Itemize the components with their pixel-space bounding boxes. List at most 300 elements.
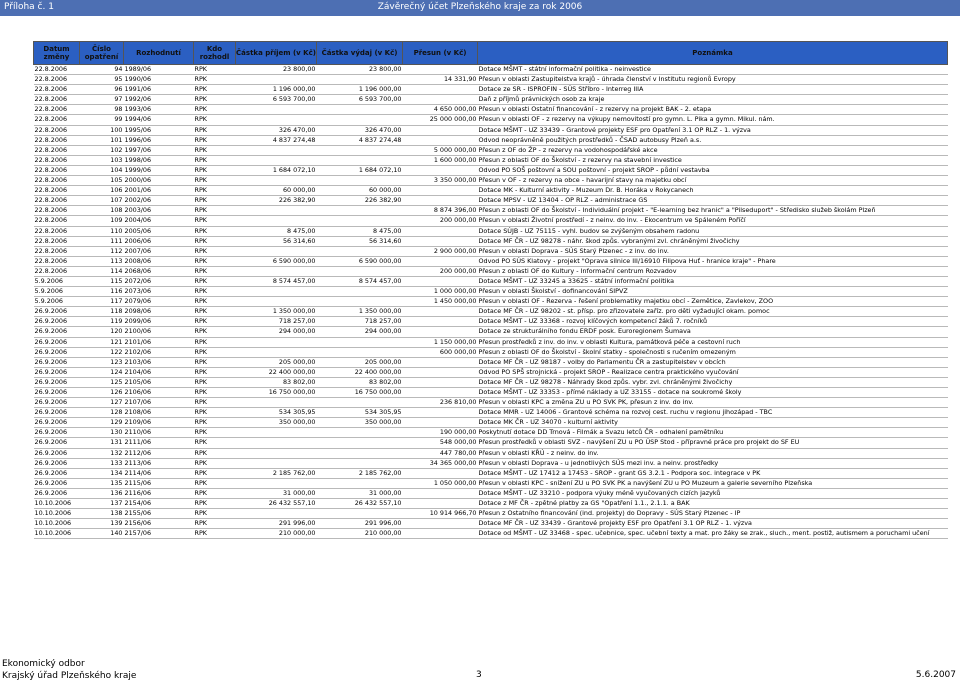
- row-note: Přesun v oblasti Doprava - SÚS Starý Plzenec - z inv. do inv.: [478, 246, 948, 256]
- row-expense: 6 590 000,00: [317, 256, 403, 266]
- row-decided-by: RPK: [194, 226, 236, 236]
- row-transfer: 200 000,00: [403, 266, 478, 276]
- row-decided-by: RPK: [194, 256, 236, 266]
- row-transfer: [403, 135, 478, 145]
- table-row: [34, 377, 948, 387]
- row-decided-by: RPK: [194, 95, 236, 105]
- row-income: 210 000,00: [236, 529, 317, 539]
- row-decision: 2157/06: [124, 529, 194, 539]
- row-decision: 2105/06: [124, 377, 194, 387]
- row-expense: [317, 115, 403, 125]
- row-transfer: [403, 65, 478, 75]
- row-measure-number: 103: [80, 155, 124, 165]
- col-expense: Částka výdaj (v Kč): [317, 42, 403, 65]
- table-row: [34, 438, 948, 448]
- row-decision: 2116/06: [124, 488, 194, 498]
- document-header: [0, 0, 960, 16]
- row-income: 534 305,95: [236, 408, 317, 418]
- row-decision: 2109/06: [124, 418, 194, 428]
- row-decision: 2101/06: [124, 337, 194, 347]
- table-row: [34, 266, 948, 276]
- table-row: [34, 176, 948, 186]
- row-decision: 2102/06: [124, 347, 194, 357]
- row-decision: 1997/06: [124, 145, 194, 155]
- row-measure-number: 138: [80, 509, 124, 519]
- row-income: [236, 75, 317, 85]
- row-note: Dotace z MF ČR - zpětné platby za GS "Opatření 1.1., 2.1.1. a BAK: [478, 499, 948, 509]
- row-expense: [317, 337, 403, 347]
- row-transfer: [403, 236, 478, 246]
- row-transfer: [403, 367, 478, 377]
- table-row: [34, 85, 948, 95]
- row-decision: 2104/06: [124, 367, 194, 377]
- row-date: 10.10.2006: [34, 509, 80, 519]
- row-decided-by: RPK: [194, 276, 236, 286]
- row-measure-number: 124: [80, 367, 124, 377]
- row-decided-by: RPK: [194, 307, 236, 317]
- budget-changes-table: [33, 41, 948, 539]
- row-note: Dotace MPSV - UZ 13404 - OP RLZ - administrace GS: [478, 196, 948, 206]
- row-measure-number: 118: [80, 307, 124, 317]
- row-income: 16 750 000,00: [236, 388, 317, 398]
- table-row: [34, 236, 948, 246]
- table-row: [34, 196, 948, 206]
- row-decided-by: RPK: [194, 317, 236, 327]
- table-row: [34, 206, 948, 216]
- row-note: Dotace MŠMT - UZ 33439 - Grantové projekty ESF pro Opatření 3.1 OP RLZ - 1. výzva: [478, 125, 948, 135]
- row-income: 718 257,00: [236, 317, 317, 327]
- row-decision: 2113/06: [124, 458, 194, 468]
- footer-department: Ekonomický odbor: [2, 659, 85, 669]
- row-income: [236, 155, 317, 165]
- row-note: Přesun v oblasti Zastupitelstva krajů - úhrada členství v Institutu regionů Evropy: [478, 75, 948, 85]
- row-expense: 83 802,00: [317, 377, 403, 387]
- table-row: [34, 478, 948, 488]
- row-measure-number: 108: [80, 206, 124, 216]
- row-decided-by: RPK: [194, 65, 236, 75]
- row-expense: [317, 458, 403, 468]
- row-transfer: [403, 488, 478, 498]
- row-decided-by: RPK: [194, 408, 236, 418]
- row-decision: 2004/06: [124, 216, 194, 226]
- row-transfer: 4 650 000,00: [403, 105, 478, 115]
- row-date: 26.9.2006: [34, 438, 80, 448]
- row-note: Přesun z Ostatního financování (ind. projekty) do Dopravy - SÚS Starý Plzenec - IP: [478, 509, 948, 519]
- row-note: Dotace MF ČR - UZ 33439 - Grantové projekty ESF pro Opatření 3.1 OP RLZ - 1. výzva: [478, 519, 948, 529]
- row-note: Přesun v oblasti OF - Rezerva - řešení problematiky majetku obcí - Zemětice, Zavlekov, ZOO: [478, 297, 948, 307]
- table-row: [34, 388, 948, 398]
- row-decided-by: RPK: [194, 327, 236, 337]
- row-income: [236, 337, 317, 347]
- row-transfer: 447 780,00: [403, 448, 478, 458]
- table-row: [34, 519, 948, 529]
- row-note: Přesun prostředků v oblasti SVZ - navýšení ZU u PO ÚSP Stod - přípravné práce pro projekt do SF EU: [478, 438, 948, 448]
- row-date: 26.9.2006: [34, 367, 80, 377]
- row-date: 10.10.2006: [34, 499, 80, 509]
- table-row: [34, 256, 948, 266]
- row-note: Dotace SÚJB - UZ 75115 - vyhl. budov se zvýšeným obsahem radonu: [478, 226, 948, 236]
- row-measure-number: 110: [80, 226, 124, 236]
- row-income: [236, 478, 317, 488]
- row-measure-number: 96: [80, 85, 124, 95]
- row-income: 6 590 000,00: [236, 256, 317, 266]
- table-row: [34, 357, 948, 367]
- table-row: [34, 317, 948, 327]
- row-note: Dotace MF ČR - UZ 98187 - volby do Parlamentu ČR a zastupitelstev v obcích: [478, 357, 948, 367]
- row-income: [236, 206, 317, 216]
- row-decided-by: RPK: [194, 468, 236, 478]
- row-measure-number: 133: [80, 458, 124, 468]
- row-transfer: 1 450 000,00: [403, 297, 478, 307]
- row-income: [236, 398, 317, 408]
- document-title: Závěrečný účet Plzeňského kraje za rok 2006: [377, 2, 583, 12]
- row-decision: 2005/06: [124, 226, 194, 236]
- row-note: Dotace MŠMT - UZ 33368 - rozvoj klíčových kompetencí žáků 7. ročníků: [478, 317, 948, 327]
- row-date: 22.8.2006: [34, 115, 80, 125]
- row-income: [236, 458, 317, 468]
- row-date: 22.8.2006: [34, 145, 80, 155]
- row-expense: [317, 347, 403, 357]
- row-measure-number: 123: [80, 357, 124, 367]
- row-measure-number: 113: [80, 256, 124, 266]
- row-measure-number: 134: [80, 468, 124, 478]
- row-note: Přesun z oblasti OF do Školství - Individuální projekt - "E-learning bez hranic" a "Pilseduport" - Středisko služeb školám Plzeň: [478, 206, 948, 216]
- row-expense: [317, 145, 403, 155]
- row-decision: 2155/06: [124, 509, 194, 519]
- row-transfer: [403, 276, 478, 286]
- row-decision: 2103/06: [124, 357, 194, 367]
- table-row: [34, 327, 948, 337]
- row-decision: 2115/06: [124, 478, 194, 488]
- row-income: 1 350 000,00: [236, 307, 317, 317]
- row-transfer: [403, 377, 478, 387]
- row-decision: 1998/06: [124, 155, 194, 165]
- table-row: [34, 529, 948, 539]
- row-measure-number: 129: [80, 418, 124, 428]
- row-measure-number: 139: [80, 519, 124, 529]
- row-income: 6 593 700,00: [236, 95, 317, 105]
- row-expense: [317, 206, 403, 216]
- row-income: [236, 509, 317, 519]
- row-transfer: [403, 95, 478, 105]
- row-measure-number: 109: [80, 216, 124, 226]
- table-row: [34, 125, 948, 135]
- row-measure-number: 106: [80, 186, 124, 196]
- table-row: [34, 276, 948, 286]
- row-note: Odvod PO SÚS Klatovy - projekt "Oprava silnice III/16910 Filipova Huť - hranice kraje" - Phare: [478, 256, 948, 266]
- row-note: Dotace ze SR - ISPROFIN - SÚS Stříbro - Interreg IIIA: [478, 85, 948, 95]
- row-decided-by: RPK: [194, 488, 236, 498]
- row-transfer: 548 000,00: [403, 438, 478, 448]
- row-note: Daň z příjmů právnických osob za kraje: [478, 95, 948, 105]
- row-date: 26.9.2006: [34, 347, 80, 357]
- row-expense: 1 350 000,00: [317, 307, 403, 317]
- row-measure-number: 132: [80, 448, 124, 458]
- row-income: [236, 115, 317, 125]
- row-income: [236, 266, 317, 276]
- row-measure-number: 125: [80, 377, 124, 387]
- row-income: 2 185 762,00: [236, 468, 317, 478]
- row-transfer: [403, 186, 478, 196]
- row-date: 10.10.2006: [34, 519, 80, 529]
- row-transfer: [403, 85, 478, 95]
- row-decided-by: RPK: [194, 75, 236, 85]
- row-decided-by: RPK: [194, 176, 236, 186]
- row-expense: 22 400 000,00: [317, 367, 403, 377]
- row-date: 26.9.2006: [34, 398, 80, 408]
- row-date: 22.8.2006: [34, 216, 80, 226]
- row-transfer: 8 874 396,00: [403, 206, 478, 216]
- row-income: [236, 287, 317, 297]
- row-note: Dotace od MŠMT - UZ 33468 - spec. učebnice, spec. učební texty a mat. pro žáky se zrak., sluch., ment. postiž, autismem a poruchami učení: [478, 529, 948, 539]
- row-note: Přesun v oblasti KŘÚ - z neinv. do inv.: [478, 448, 948, 458]
- row-measure-number: 105: [80, 176, 124, 186]
- row-income: [236, 297, 317, 307]
- row-transfer: 34 365 000,00: [403, 458, 478, 468]
- row-income: 60 000,00: [236, 186, 317, 196]
- row-decision: 2003/06: [124, 206, 194, 216]
- row-transfer: 5 000 000,00: [403, 145, 478, 155]
- row-measure-number: 130: [80, 428, 124, 438]
- row-transfer: 1 050 000,00: [403, 478, 478, 488]
- row-measure-number: 126: [80, 388, 124, 398]
- row-measure-number: 122: [80, 347, 124, 357]
- row-expense: 56 314,60: [317, 236, 403, 246]
- row-date: 22.8.2006: [34, 186, 80, 196]
- row-expense: 534 305,95: [317, 408, 403, 418]
- table-row: [34, 367, 948, 377]
- row-measure-number: 140: [80, 529, 124, 539]
- page-number: 3: [476, 670, 482, 680]
- row-expense: [317, 478, 403, 488]
- row-note: Dotace MŠMT - UZ 33210 - podpora výuky méně vyučovaných cizích jazyků: [478, 488, 948, 498]
- col-decided-by: Kdo rozhodl: [194, 42, 236, 65]
- table-row: [34, 75, 948, 85]
- row-expense: 31 000,00: [317, 488, 403, 498]
- row-date: 5.9.2006: [34, 297, 80, 307]
- row-decided-by: RPK: [194, 135, 236, 145]
- row-expense: 294 000,00: [317, 327, 403, 337]
- row-date: 26.9.2006: [34, 428, 80, 438]
- table-row: [34, 468, 948, 478]
- row-expense: 8 574 457,00: [317, 276, 403, 286]
- table-row: [34, 337, 948, 347]
- row-transfer: [403, 499, 478, 509]
- row-expense: 226 382,90: [317, 196, 403, 206]
- row-note: Odvod neoprávněně použitých prostředků - ČSAD autobusy Plzeň a.s.: [478, 135, 948, 145]
- row-income: [236, 145, 317, 155]
- row-measure-number: 95: [80, 75, 124, 85]
- row-decision: 2006/06: [124, 236, 194, 246]
- row-income: 294 000,00: [236, 327, 317, 337]
- row-expense: [317, 266, 403, 276]
- row-note: Dotace MF ČR - UZ 98202 - st. přísp. pro zřizovatele zaříz. pro děti vyžadující okam. pomoc: [478, 307, 948, 317]
- table-row: [34, 509, 948, 519]
- table-row: [34, 95, 948, 105]
- row-transfer: 25 000 000,00: [403, 115, 478, 125]
- row-income: 205 000,00: [236, 357, 317, 367]
- row-transfer: [403, 165, 478, 175]
- row-decided-by: RPK: [194, 458, 236, 468]
- row-expense: 4 837 274,48: [317, 135, 403, 145]
- row-decision: 2073/06: [124, 287, 194, 297]
- row-decision: 1995/06: [124, 125, 194, 135]
- row-note: Přesun v oblasti Doprava - u jednotlivých SÚS mezi inv. a neinv. prostředky: [478, 458, 948, 468]
- table-row: [34, 216, 948, 226]
- row-transfer: 200 000,00: [403, 216, 478, 226]
- row-income: 1 684 072,10: [236, 165, 317, 175]
- row-income: 56 314,60: [236, 236, 317, 246]
- row-decision: 2072/06: [124, 276, 194, 286]
- row-decision: 2099/06: [124, 317, 194, 327]
- row-measure-number: 98: [80, 105, 124, 115]
- row-decision: 2079/06: [124, 297, 194, 307]
- col-transfer: Přesun (v Kč): [403, 42, 478, 65]
- row-decision: 1993/06: [124, 105, 194, 115]
- row-decision: 1996/06: [124, 135, 194, 145]
- row-expense: [317, 509, 403, 519]
- table-row: [34, 499, 948, 509]
- row-decided-by: RPK: [194, 125, 236, 135]
- row-transfer: 2 900 000,00: [403, 246, 478, 256]
- row-note: Dotace MŠMT - státní informační politika - neinvestice: [478, 65, 948, 75]
- row-note: Odvod PO SPŠ strojnická - projekt SROP - Realizace centra praktického vyučování: [478, 367, 948, 377]
- table-row: [34, 448, 948, 458]
- table-row: [34, 226, 948, 236]
- row-income: 31 000,00: [236, 488, 317, 498]
- row-measure-number: 99: [80, 115, 124, 125]
- table-row: [34, 135, 948, 145]
- row-measure-number: 135: [80, 478, 124, 488]
- row-measure-number: 101: [80, 135, 124, 145]
- row-expense: [317, 398, 403, 408]
- row-decided-by: RPK: [194, 428, 236, 438]
- row-expense: [317, 287, 403, 297]
- row-decision: 2002/06: [124, 196, 194, 206]
- row-date: 22.8.2006: [34, 65, 80, 75]
- row-note: Přesun v oblasti OF - z rezervy na výkupy nemovitostí pro gymn. L. Pika a gymn. Mikul. nám.: [478, 115, 948, 125]
- row-measure-number: 127: [80, 398, 124, 408]
- row-decided-by: RPK: [194, 438, 236, 448]
- row-measure-number: 137: [80, 499, 124, 509]
- row-transfer: 190 000,00: [403, 428, 478, 438]
- row-date: 22.8.2006: [34, 85, 80, 95]
- row-decision: 2111/06: [124, 438, 194, 448]
- row-measure-number: 131: [80, 438, 124, 448]
- row-note: Přesun prostředků z inv. do inv. v oblasti Kultura, památková péče a cestovní ruch: [478, 337, 948, 347]
- row-transfer: [403, 226, 478, 236]
- row-decision: 1994/06: [124, 115, 194, 125]
- attachment-label: Příloha č. 1: [4, 2, 54, 12]
- row-decided-by: RPK: [194, 287, 236, 297]
- row-transfer: [403, 256, 478, 266]
- col-note: Poznámka: [478, 42, 948, 65]
- row-decided-by: RPK: [194, 105, 236, 115]
- row-expense: 60 000,00: [317, 186, 403, 196]
- table-row: [34, 458, 948, 468]
- col-date: Datum změny: [34, 42, 80, 65]
- row-measure-number: 119: [80, 317, 124, 327]
- row-decided-by: RPK: [194, 499, 236, 509]
- row-measure-number: 117: [80, 297, 124, 307]
- row-measure-number: 120: [80, 327, 124, 337]
- row-transfer: [403, 519, 478, 529]
- row-transfer: [403, 408, 478, 418]
- row-measure-number: 114: [80, 266, 124, 276]
- row-expense: 1 684 072,10: [317, 165, 403, 175]
- row-expense: 8 475,00: [317, 226, 403, 236]
- row-expense: 23 800,00: [317, 65, 403, 75]
- row-decided-by: RPK: [194, 388, 236, 398]
- row-decided-by: RPK: [194, 216, 236, 226]
- row-decided-by: RPK: [194, 367, 236, 377]
- row-income: [236, 448, 317, 458]
- table-row: [34, 145, 948, 155]
- row-measure-number: 128: [80, 408, 124, 418]
- table-row: [34, 115, 948, 125]
- row-transfer: 600 000,00: [403, 347, 478, 357]
- row-income: 26 432 557,10: [236, 499, 317, 509]
- row-note: Přesun v OF - z rezervy na obce - havarijní stavy na majetku obcí: [478, 176, 948, 186]
- row-note: Přesun v oblasti KPC - snížení ZU u PO SVK PK a navýšení ZU u PO Muzeum a galerie severního Plzeňska: [478, 478, 948, 488]
- row-decision: 2112/06: [124, 448, 194, 458]
- row-note: Dotace MF ČR - UZ 98278 - náhr. škod způs. vybranými zvl. chráněnými živočichy: [478, 236, 948, 246]
- row-decision: 2108/06: [124, 408, 194, 418]
- row-measure-number: 94: [80, 65, 124, 75]
- row-measure-number: 112: [80, 246, 124, 256]
- table-row: [34, 246, 948, 256]
- row-date: 26.9.2006: [34, 478, 80, 488]
- row-expense: 1 196 000,00: [317, 85, 403, 95]
- row-expense: [317, 105, 403, 115]
- row-date: 26.9.2006: [34, 317, 80, 327]
- row-expense: [317, 75, 403, 85]
- row-date: 26.9.2006: [34, 307, 80, 317]
- row-expense: 26 432 557,10: [317, 499, 403, 509]
- row-income: 350 000,00: [236, 418, 317, 428]
- row-transfer: 14 331,90: [403, 75, 478, 85]
- row-decided-by: RPK: [194, 165, 236, 175]
- row-decided-by: RPK: [194, 337, 236, 347]
- row-note: Odvod PO SOŠ poštovní a SOU poštovní - projekt SROP - půdní vestavba: [478, 165, 948, 175]
- row-expense: 210 000,00: [317, 529, 403, 539]
- row-decided-by: RPK: [194, 357, 236, 367]
- table-row: [34, 307, 948, 317]
- row-date: 22.8.2006: [34, 75, 80, 85]
- row-decision: 2068/06: [124, 266, 194, 276]
- row-transfer: [403, 418, 478, 428]
- row-decision: 2001/06: [124, 186, 194, 196]
- row-income: 226 382,90: [236, 196, 317, 206]
- row-note: Dotace MF ČR - UZ 98278 - Náhrady škod způs. vybr. zvl. chráněnými živočichy: [478, 377, 948, 387]
- row-date: 10.10.2006: [34, 529, 80, 539]
- row-transfer: 1 600 000,00: [403, 155, 478, 165]
- row-income: [236, 105, 317, 115]
- row-expense: [317, 297, 403, 307]
- row-date: 22.8.2006: [34, 246, 80, 256]
- row-date: 26.9.2006: [34, 488, 80, 498]
- row-measure-number: 102: [80, 145, 124, 155]
- row-decided-by: RPK: [194, 206, 236, 216]
- row-decided-by: RPK: [194, 377, 236, 387]
- row-expense: 326 470,00: [317, 125, 403, 135]
- col-decision: Rozhodnutí: [124, 42, 194, 65]
- row-measure-number: 121: [80, 337, 124, 347]
- row-income: 83 802,00: [236, 377, 317, 387]
- table-row: [34, 65, 948, 75]
- footer: [2, 658, 136, 682]
- row-measure-number: 107: [80, 196, 124, 206]
